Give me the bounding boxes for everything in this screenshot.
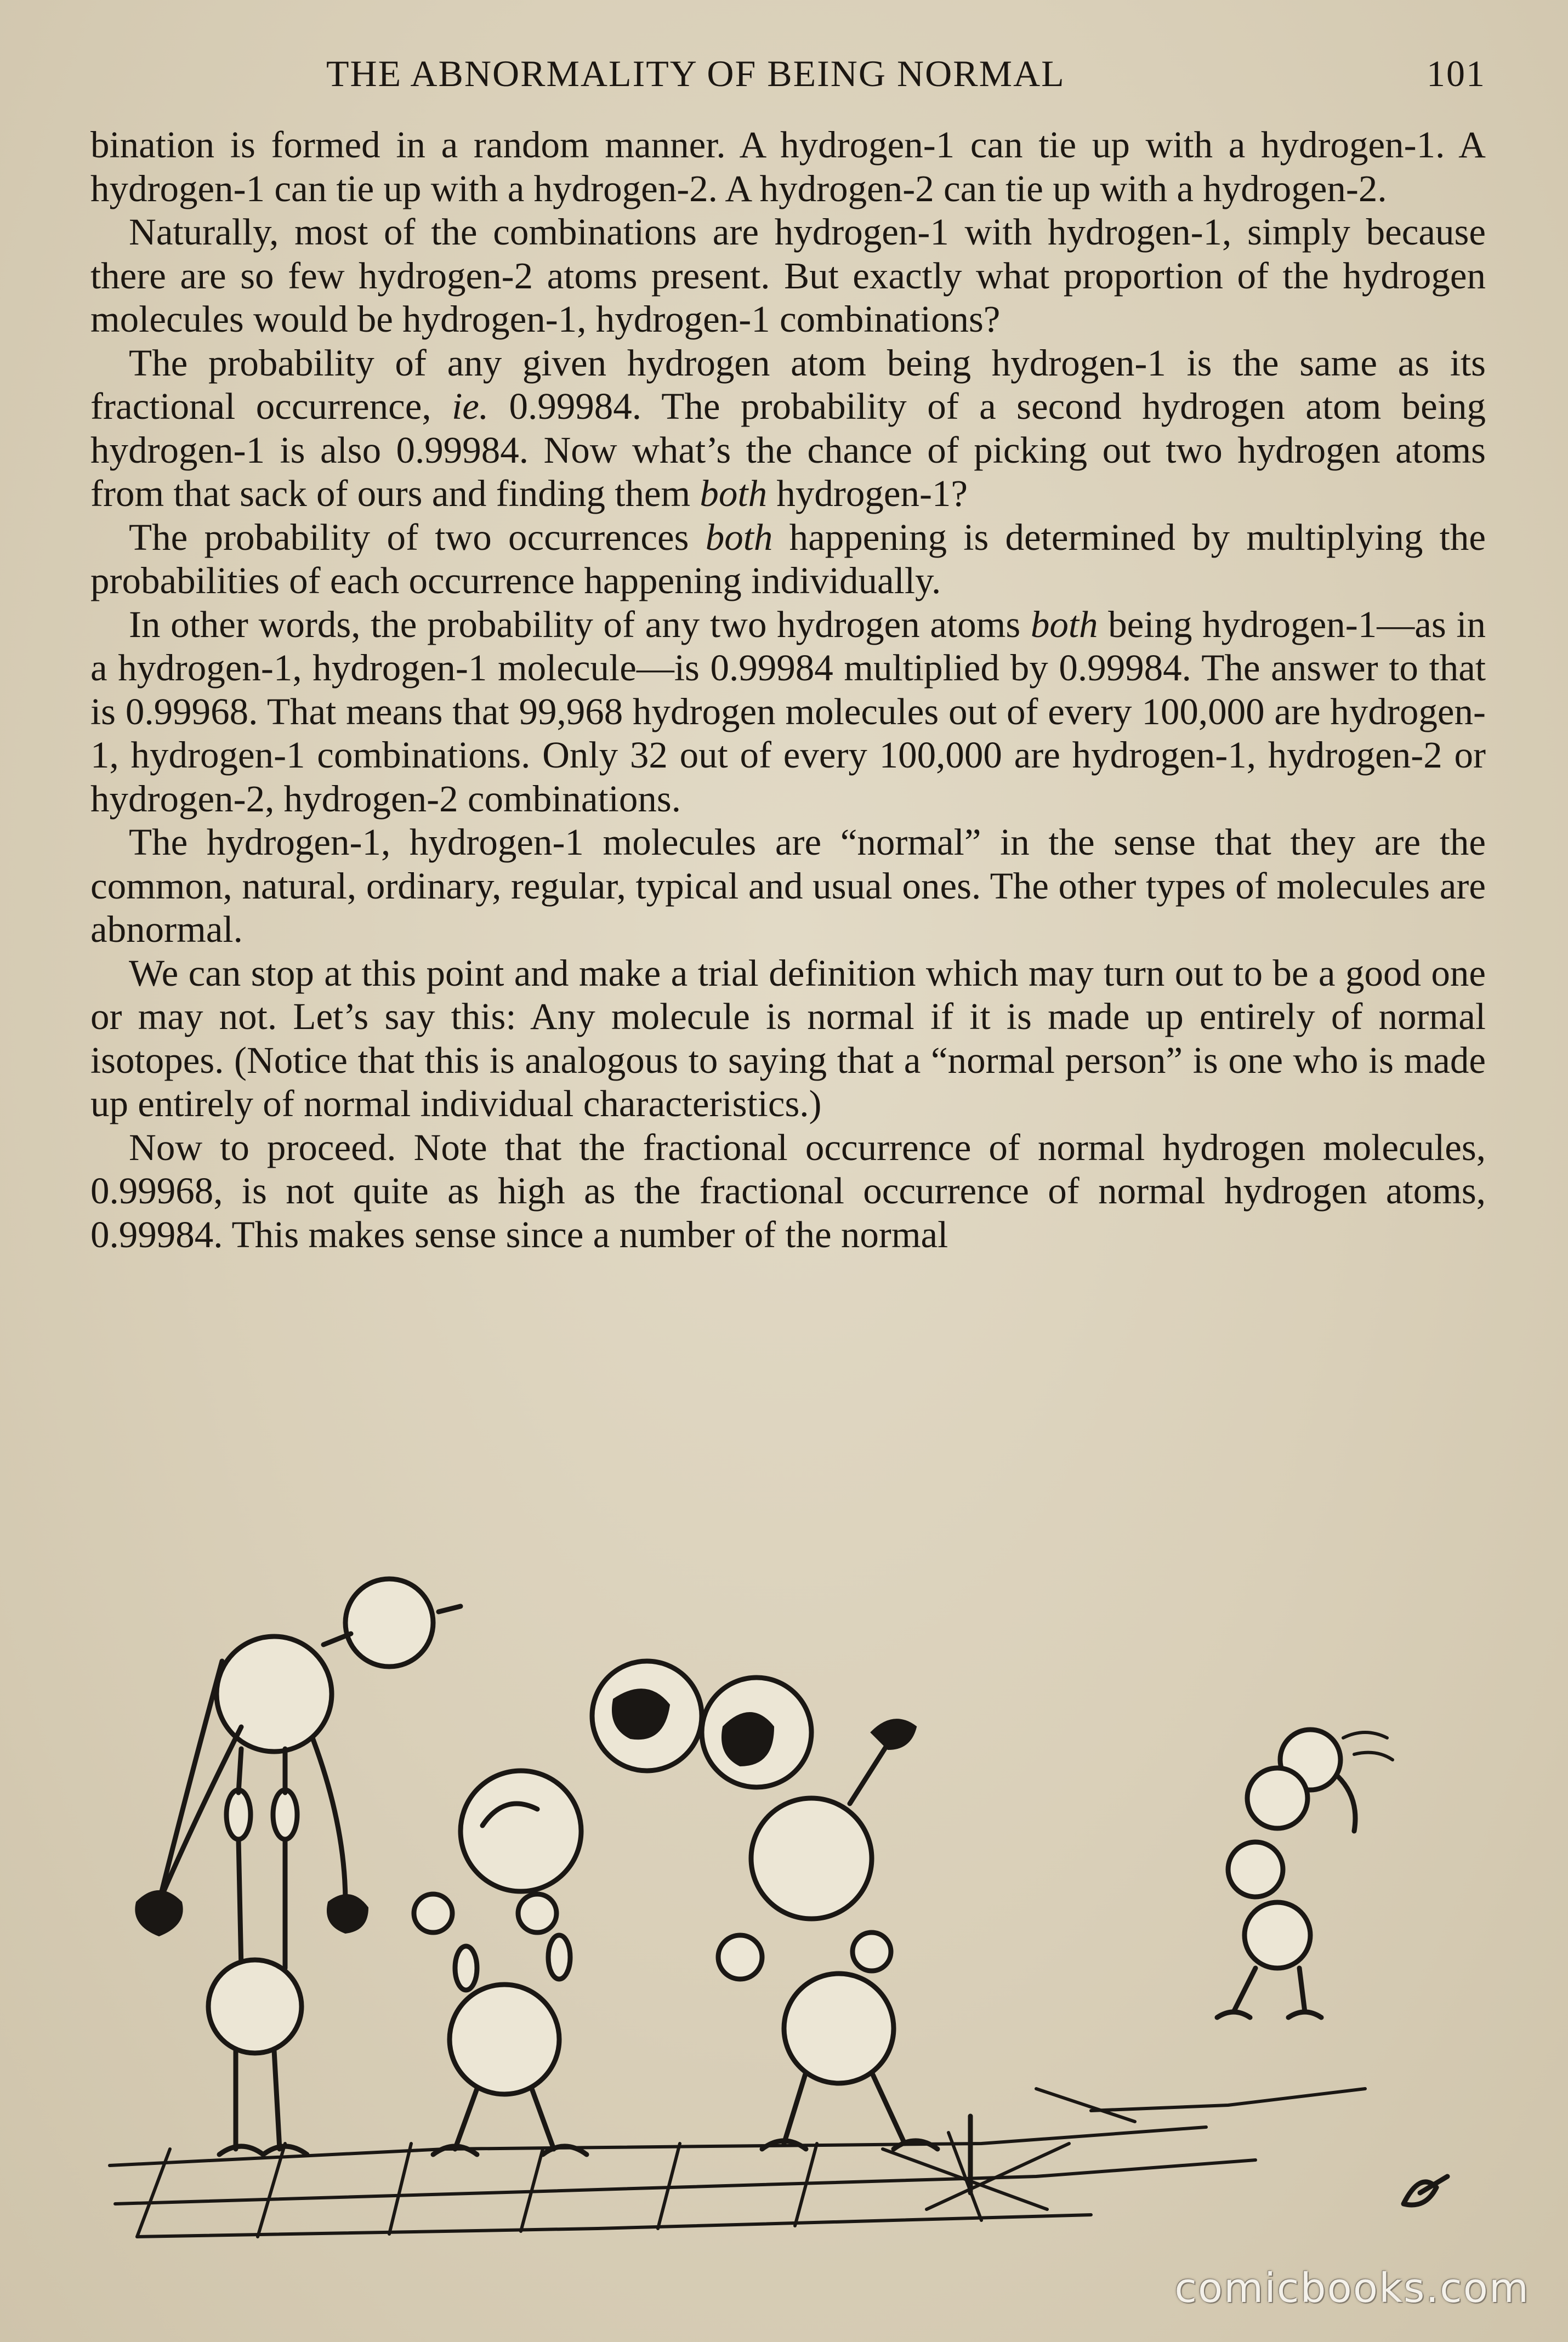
text-run: bination is formed in a random manner. A hydrogen-1 can tie up with a hydrogen-1. A hydrogen-1 can tie up with a hydrogen-2. A hydrogen-2 can tie up with a hydrogen-2.	[90, 124, 1486, 209]
text-run: The probability of any given hydrogen atom being hydrogen-1 is the same as its fractional occurrence,	[90, 342, 1486, 427]
text-run: Naturally, most of the combinations are hydrogen-1 with hydrogen-1, simply because there are so few hydrogen-2 atoms present. But exactly what proportion of the hydrogen molecules would be hydrogen-1, hydrogen-1 combinations?	[90, 211, 1486, 340]
text-run: In other words, the probability of any two hydrogen atoms	[129, 603, 1031, 645]
text-run: being hydrogen-1—as in a hydrogen-1, hydrogen-1 molecule—is 0.99984 multiplied by 0.99984. The answer to that is 0.99968. That means that 99,968 hydrogen molecules out of every 100,000 are hydrogen-1, hydrogen-1 combinations. Only 32 out of every 100,000 are hydrogen-1, hydrogen-2 or hydrogen-2, hydrogen-2 combinations.	[90, 603, 1486, 820]
paragraph	[90, 1126, 1486, 1257]
small-crying-atom-figure	[1217, 1730, 1393, 2017]
hopscotch-grid-icon	[110, 2089, 1365, 2237]
paragraph	[90, 211, 1486, 342]
paragraph	[90, 123, 1486, 211]
page-number: 101	[1427, 53, 1486, 94]
text-run: hydrogen-1?	[767, 473, 968, 514]
italic-text: both	[1030, 603, 1098, 645]
paragraph	[90, 342, 1486, 516]
tall-atom-figure	[136, 1579, 461, 2155]
italic-text: both	[705, 516, 773, 558]
body-text	[90, 123, 1486, 1257]
artist-signature-icon	[1404, 2176, 1447, 2205]
running-header	[90, 52, 1486, 112]
boxing-atom-figure-left	[414, 1661, 702, 2155]
text-run: We can stop at this point and make a trial definition which may turn out to be a good one or may not. Let’s say this: Any molecule is normal if it is made up entirely of normal isotopes. (Notice that this is analogous to saying that a “normal person” is one who is made up entirely of normal individual characteristics.)	[90, 952, 1486, 1124]
atom-figures-hopscotch-illustration	[104, 1519, 1486, 2248]
paragraph	[90, 952, 1486, 1126]
watermark: comicbooks.com	[1174, 2265, 1530, 2312]
text-run: The probability of two occurrences	[129, 516, 706, 558]
text-run: 0.99984. The probability of a second hydrogen atom being hydrogen-1 is also 0.99984. Now what’s the chance of picking out two hydrogen atoms from that sack of ours and finding them	[90, 385, 1486, 514]
running-title: THE ABNORMALITY OF BEING NORMAL	[326, 53, 1065, 94]
paragraph	[90, 603, 1486, 821]
italic-text: ie.	[452, 385, 489, 427]
paragraph	[90, 821, 1486, 952]
italic-text: both	[700, 473, 768, 514]
text-run: happening is determined by multiplying the probabilities of each occurrence happening individually.	[90, 516, 1486, 601]
text-run: The hydrogen-1, hydrogen-1 molecules are “normal” in the sense that they are the common, natural, ordinary, regular, typical and usual ones. The other types of molecules are abnormal.	[90, 821, 1486, 950]
text-run: Now to proceed. Note that the fractional occurrence of normal hydrogen molecules, 0.99968, is not quite as high as the fractional occurrence of normal hydrogen atoms, 0.99984. This makes sense since a number of the normal	[90, 1126, 1486, 1255]
paragraph	[90, 516, 1486, 603]
boxing-atom-figure-right	[702, 1678, 938, 2149]
